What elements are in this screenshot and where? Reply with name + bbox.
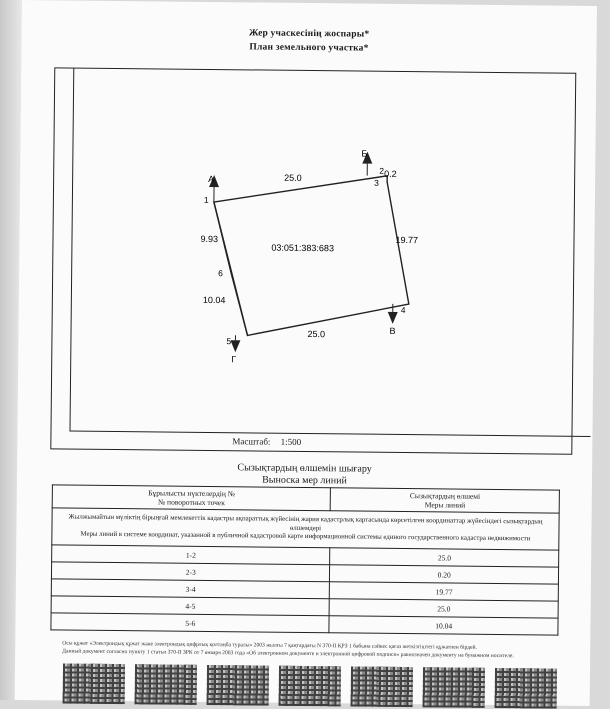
title-kazakh: Жер учаскесінің жоспары* bbox=[22, 26, 597, 42]
scale-label: Масштаб: bbox=[232, 436, 270, 446]
column-header-lines-kz: Сызықтардың өлшемі bbox=[333, 490, 557, 501]
corner-letter-g: Г bbox=[231, 354, 236, 364]
point-number-1: 1 bbox=[204, 195, 209, 205]
edge-label-3-4: 19.77 bbox=[395, 235, 418, 245]
row-points: 3-4 bbox=[51, 579, 330, 599]
row-points: 1-2 bbox=[52, 545, 331, 565]
measurements-table bbox=[50, 484, 560, 635]
row-points: 5-6 bbox=[51, 613, 330, 633]
table-info-kz: Жылжымайтын мүліктің бірыңғай мемлекеттік кадастры ақпараттық жүйесінің жария кадастрлық картасында көрсетілген координаттар жүйесіндегі сызықтардың өлшемдері bbox=[54, 514, 556, 536]
edge-label-1-2: 25.0 bbox=[284, 173, 302, 183]
plan-frame bbox=[50, 67, 576, 454]
arrow-marker-g bbox=[230, 340, 240, 352]
point-number-2: 2 bbox=[379, 166, 384, 176]
qr-code-6 bbox=[423, 667, 485, 708]
scale-value: 1:500 bbox=[281, 437, 302, 447]
row-points: 4-5 bbox=[51, 596, 330, 616]
parcel-plan bbox=[51, 68, 575, 453]
parcel-cadastral-number: 03:051:383:683 bbox=[271, 243, 334, 254]
edge-label-5-6: 10.04 bbox=[203, 295, 226, 305]
parcel-edge-5-6 bbox=[231, 273, 249, 335]
row-points: 2-3 bbox=[51, 562, 330, 582]
measurements-title-kazakh: Сызықтардың өлшемін шығару bbox=[17, 460, 592, 477]
corner-letter-v: В bbox=[390, 326, 396, 336]
table-info-ru: Меры линий в системе координат, указанной в публичной кадастровой карте информационной системы единого государственного кадастра недвижимости bbox=[54, 531, 556, 545]
edge-label-2-3: 0.2 bbox=[384, 169, 397, 179]
measurements-title-russian: Выноска мер линий bbox=[17, 472, 592, 489]
corner-letter-b: Б bbox=[361, 149, 367, 159]
legal-footnote-ru: Данный документ согласно пункту 1 статьи 370-II ЗРК от 7 января 2003 года «Об электронном документе и электронной цифровой подписи» равнозначен документу на бумажном носителе. bbox=[62, 648, 562, 661]
document-page bbox=[15, 0, 597, 706]
scale-line bbox=[232, 436, 309, 447]
point-number-3: 3 bbox=[374, 178, 379, 188]
qr-code-1 bbox=[63, 663, 125, 704]
edge-label-4-5: 25.0 bbox=[307, 329, 325, 339]
column-header-lines bbox=[331, 488, 560, 513]
table-info-cell bbox=[52, 508, 559, 550]
qr-code-4 bbox=[279, 666, 341, 707]
edge-label-6-1: 9.93 bbox=[200, 234, 218, 244]
qr-code-5 bbox=[351, 666, 413, 707]
qr-code-2 bbox=[135, 664, 197, 705]
point-number-5: 5 bbox=[226, 336, 231, 346]
row-length: 0.20 bbox=[330, 565, 559, 584]
row-length: 19.77 bbox=[330, 582, 559, 601]
column-header-points-kz: Бұрылысты нүктелердің № bbox=[55, 487, 329, 499]
point-number-4: 4 bbox=[401, 305, 406, 315]
column-header-points bbox=[52, 485, 331, 511]
row-length: 25.0 bbox=[330, 599, 559, 618]
legal-footnote-kz: Осы құжат «Электрондық құжат және электрондық цифрлық қолтаңба туралы» 2003 жылғы 7 қаңтардағы N 370-II ҚРЗ 1 бабына сәйкес қағаз жеткізгіштегі құжатпен бірдей. bbox=[62, 640, 562, 653]
arrow-marker-v bbox=[388, 312, 398, 324]
column-header-lines-ru: Меры линий bbox=[333, 499, 557, 510]
legal-footnote bbox=[62, 640, 562, 660]
point-number-6: 6 bbox=[218, 268, 223, 278]
row-length: 10.04 bbox=[329, 616, 558, 635]
title-russian: План земельного участка* bbox=[21, 40, 596, 56]
corner-letter-a: А bbox=[208, 174, 214, 184]
qr-code-7 bbox=[495, 668, 557, 709]
row-length: 25.0 bbox=[330, 548, 559, 567]
column-header-points-ru: № поворотных точек bbox=[55, 496, 329, 508]
table-info-row bbox=[52, 508, 559, 550]
